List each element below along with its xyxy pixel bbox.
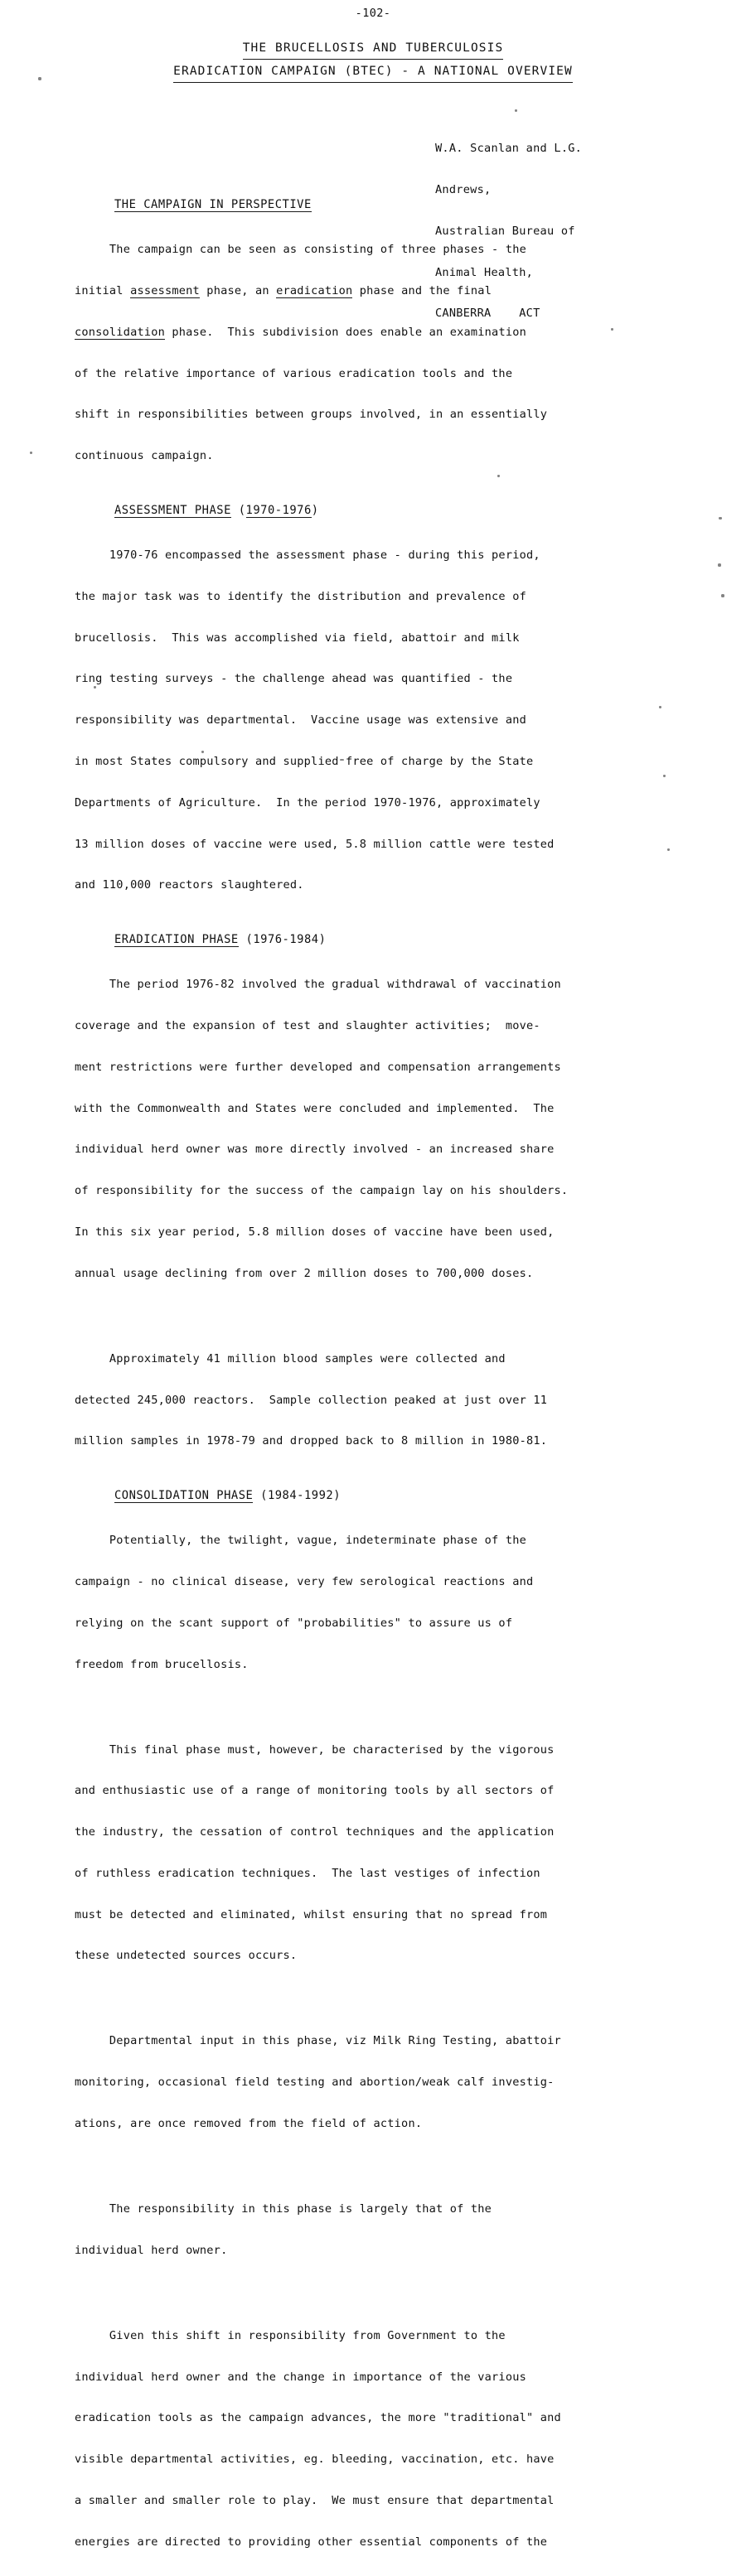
section-heading-assessment — [114, 503, 671, 518]
text-line: Given this shift in responsibility from Government to the — [75, 2328, 506, 2342]
emphasis-eradication: eradication — [276, 283, 353, 297]
paragraph-consolidation-5 — [75, 2302, 671, 2576]
text-line: in most States compulsory and supplied free of charge by the State — [75, 754, 534, 768]
text-line: annual usage declining from over 2 million doses to 700,000 doses. — [75, 1266, 534, 1280]
paragraph-consolidation-4 — [75, 2175, 671, 2285]
text-run: initial — [75, 283, 131, 297]
text-run: phase. This subdivision does enable an examination — [165, 325, 526, 339]
text-line: individual herd owner and the change in importance of the various — [75, 2370, 526, 2384]
paragraph-assessment-1 — [75, 521, 671, 920]
text-line: monitoring, occasional field testing and abortion/weak calf investig- — [75, 2076, 555, 2090]
text-line: individual herd owner. — [75, 2243, 228, 2257]
document-body — [75, 197, 671, 2576]
text-line: 13 million doses of vaccine were used, 5.8 million cattle were tested — [75, 837, 555, 851]
text-run: phase, an — [199, 283, 277, 297]
emphasis-assessment: assessment — [130, 283, 200, 297]
paragraph-perspective-1 — [75, 215, 671, 491]
text-line: responsibility was departmental. Vaccine usage was extensive and — [75, 713, 526, 727]
section-heading-text: ERADICATION PHASE — [114, 933, 239, 947]
section-heading-text: ASSESSMENT PHASE — [114, 503, 231, 517]
section-heading-perspective — [114, 197, 671, 212]
paragraph-spacer — [75, 1990, 671, 2007]
text-line: these undetected sources occurs. — [75, 1949, 298, 1963]
text-line: freedom from brucellosis. — [75, 1657, 249, 1671]
paragraph-spacer — [75, 491, 671, 503]
text-line: with the Commonwealth and States were concluded and implemented. The — [75, 1101, 555, 1115]
paragraph-consolidation-2 — [75, 1715, 671, 1990]
text-line: Approximately 41 million blood samples were collected and — [75, 1351, 506, 1365]
section-heading-years: (1976-1984) — [238, 933, 327, 947]
text-line: and 110,000 reactors slaughtered. — [75, 878, 304, 892]
text-line: energies are directed to providing other essential components of the — [75, 2535, 548, 2549]
paragraph-spacer — [75, 2158, 671, 2175]
text-line: brucellosis. This was accomplished via field, abattoir and milk — [75, 631, 520, 645]
section-heading-paren-open: ( — [230, 503, 246, 517]
paragraph-consolidation-1 — [75, 1506, 671, 1699]
document-title — [0, 38, 746, 85]
text-line: The responsibility in this phase is largely that of the — [75, 2201, 492, 2216]
text-line: Departmental input in this phase, viz Milk Ring Testing, abattoir — [75, 2034, 561, 2048]
text-line: of ruthless eradication techniques. The last vestiges of infection — [75, 1866, 540, 1880]
paragraph-spacer — [75, 1699, 671, 1715]
text-line: the major task was to identify the distribution and prevalence of — [75, 589, 526, 603]
scan-speck — [721, 594, 724, 597]
text-line: Potentially, the twilight, vague, indeterminate phase of the — [75, 1534, 526, 1548]
section-heading-paren-close: ) — [311, 503, 319, 517]
text-line: continuous campaign. — [75, 449, 214, 463]
text-line: Departments of Agriculture. In the period 1970-1976, approximately — [75, 795, 540, 810]
section-heading-text: THE CAMPAIGN IN PERSPECTIVE — [114, 198, 312, 211]
text-line: In this six year period, 5.8 million doses of vaccine have been used, — [75, 1225, 555, 1239]
scan-speck — [718, 563, 721, 567]
text-line: The period 1976-82 involved the gradual withdrawal of vaccination — [75, 978, 561, 992]
section-heading-text: CONSOLIDATION PHASE — [114, 1489, 254, 1503]
page-number: -102- — [355, 7, 391, 20]
text-line: detected 245,000 reactors. Sample collection peaked at just over 11 — [75, 1393, 548, 1407]
text-line: of responsibility for the success of the campaign lay on his shoulders. — [75, 1184, 569, 1198]
text-line: This final phase must, however, be characterised by the vigorous — [75, 1742, 555, 1757]
section-heading-years: (1984-1992) — [253, 1489, 342, 1503]
paragraph-consolidation-3 — [75, 2007, 671, 2158]
emphasis-consolidation: consolidation — [75, 325, 165, 339]
title-line-2: ERADICATION CAMPAIGN (BTEC) - A NATIONAL OVERVIEW — [173, 61, 573, 83]
affiliation-line: CANBERRA ACT — [435, 307, 540, 321]
text-line: must be detected and eliminated, whilst ensuring that no spread from — [75, 1907, 548, 1921]
text-line: ring testing surveys - the challenge ahead was quantified - the — [75, 672, 513, 686]
text-line: of the relative importance of various eradication tools and the — [75, 366, 513, 380]
paragraph-spacer — [75, 2285, 671, 2302]
scan-speck — [515, 109, 517, 112]
text-line: The campaign can be seen as consisting of three phases - the — [75, 243, 526, 257]
section-heading-years: 1970-1976 — [245, 503, 312, 517]
text-line — [75, 326, 671, 340]
paragraph-spacer — [75, 1476, 671, 1488]
author-line: W.A. Scanlan and L.G. — [435, 142, 583, 156]
paragraph-spacer — [75, 1308, 671, 1325]
paragraph-eradication-2 — [75, 1325, 671, 1476]
paragraph-eradication-1 — [75, 950, 671, 1307]
text-line: eradication tools as the campaign advances, the more "traditional" and — [75, 2411, 561, 2425]
affiliation-line: Animal Health, — [435, 265, 534, 279]
text-line: individual herd owner was more directly involved - an increased share — [75, 1143, 555, 1157]
paragraph-spacer — [75, 920, 671, 932]
scan-speck — [719, 517, 722, 520]
text-run: phase and the final — [352, 283, 492, 297]
affiliation-line: Australian Bureau of — [435, 224, 575, 238]
text-line: ment restrictions were further developed and compensation arrangements — [75, 1060, 561, 1074]
section-heading-eradication — [114, 932, 671, 947]
text-line: million samples in 1978-79 and dropped back to 8 million in 1980-81. — [75, 1434, 548, 1448]
text-line: visible departmental activities, eg. bleeding, vaccination, etc. have — [75, 2453, 555, 2467]
text-line: and enthusiastic use of a range of monitoring tools by all sectors of — [75, 1784, 555, 1798]
text-line: a smaller and smaller role to play. We must ensure that departmental — [75, 2493, 555, 2507]
section-heading-consolidation — [114, 1488, 671, 1503]
text-line: relying on the scant support of "probabilities" to assure us of — [75, 1616, 513, 1630]
text-line: ations, are once removed from the field of action. — [75, 2117, 423, 2130]
title-line-1: THE BRUCELLOSIS AND TUBERCULOSIS — [243, 38, 504, 60]
text-line: the industry, the cessation of control techniques and the application — [75, 1825, 555, 1839]
scan-speck — [30, 452, 32, 454]
text-line: shift in responsibilities between groups involved, in an essentially — [75, 408, 548, 422]
text-line — [75, 284, 671, 298]
author-line: Andrews, — [435, 182, 492, 196]
text-line: coverage and the expansion of test and slaughter activities; move- — [75, 1019, 540, 1033]
text-line: campaign - no clinical disease, very few serological reactions and — [75, 1575, 534, 1589]
text-line: 1970-76 encompassed the assessment phase - during this period, — [75, 549, 540, 563]
